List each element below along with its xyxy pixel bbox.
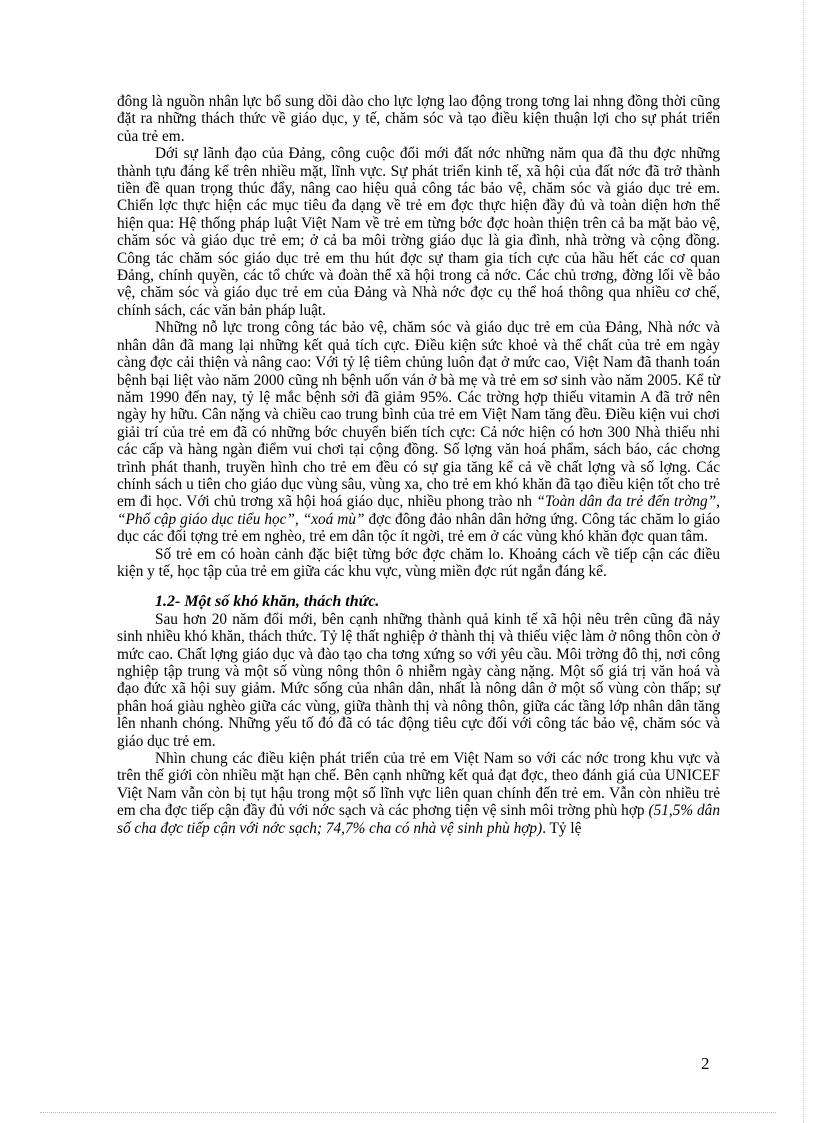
paragraph-text: đợc đông đảo nhân dân hởng ứng. Công tác chăm lo giáo dục các đối tợng trẻ em nghèo, trẻ em dân tộc ít ngời, trẻ em ở các vùng khó khăn đợc quan tâm. xyxy=(117,510,720,546)
paragraph-1 xyxy=(117,93,720,145)
paragraph-text: đông là nguồn nhân lực bổ sung dồi dào cho lực lợng lao động trong tơng lai nhng đồng thời cũng đặt ra những thách thức về giáo dục, y tế, chăm sóc và tạo điều kiện thuận lợi cho sự phát triển của trẻ em. xyxy=(117,93,720,145)
paragraph-text: . Tỷ lệ xyxy=(542,819,582,837)
paragraph-6 xyxy=(117,750,720,837)
paragraph-4 xyxy=(117,546,720,581)
paragraph-text: Nhìn chung các điều kiện phát triển của trẻ em Việt Nam so với các nớc trong khu vực và trên thế giới còn nhiều mặt hạn chế. Bên cạnh những kết quả đạt đợc, theo đánh giá của UNICEF Việt Nam vẫn còn bị tụt hậu trong một số lĩnh vực liên quan chính đến trẻ em. Vẫn còn nhiều trẻ em cha đợc tiếp cận đầy đủ với nớc sạch và các phơng tiện vệ sinh môi trờng phù hợp xyxy=(117,750,720,820)
slogan-quotes: “Toàn dân đa trẻ đến trờng”, “Phổ cập giáo dục tiểu học”, “xoá mù” xyxy=(117,493,720,528)
section-heading: 1.2- Một số khó khăn, thách thức. xyxy=(155,593,380,611)
paragraph-text: Những nỗ lực trong công tác bảo vệ, chăm sóc và giáo dục trẻ em của Đảng, Nhà nớc và nhân dân đã mang lại những kết quả tích cực. Điều kiện sức khoẻ và thể chất của trẻ em ngày càng đợc cải thiện và nâng cao: Với tỷ lệ tiêm chủng luôn đạt ở mức cao, Việt Nam đã thanh toán bệnh bại liệt vào năm 2000 cũng nh bệnh uốn ván ở bà mẹ và trẻ em sơ sinh vào năm 2005. Kể từ năm 1990 đến nay, tỷ lệ mắc bệnh sởi đã giảm 95%. Các trờng hợp thiếu vitamin A đã trở nên ngày hy hữu. Cân nặng và chiều cao trung bình của trẻ em Việt Nam tăng đều. Điều kiện vui chơi giải trí của trẻ em đã có những bớc chuyển biến tích cực: Cả nớc hiện có hơn 300 Nhà thiếu nhi các cấp và hàng ngàn điểm vui chơi tại cộng đồng. Số lợng văn hoá phẩm, sách báo, các chơng trình phát thanh, truyền hình cho trẻ em đều có sự gia tăng kể cả về chất lợng và số lợng. Các chính sách u tiên cho giáo dục vùng sâu, vùng xa, cho trẻ em khó khăn đã tạo điều kiện tốt cho trẻ em đi học. Với chủ trơng xã hội hoá giáo dục, nhiều phong trào nh xyxy=(117,319,720,511)
paragraph-text: Số trẻ em có hoàn cảnh đặc biệt từng bớc đợc chăm lo. Khoảng cách về tiếp cận các điều kiện y tế, học tập của trẻ em giữa các khu vực, vùng miền đợc rút ngắn đáng kể. xyxy=(117,545,720,580)
page-number: 2 xyxy=(701,1054,710,1073)
paragraph-text: Dới sự lãnh đạo của Đảng, công cuộc đổi mới đất nớc những năm qua đã thu đợc những thành tựu đáng kể trên nhiều mặt, lĩnh vực. Sự phát triển kinh tế, xã hội của đất nớc đã trở thành tiền đề quan trọng thúc đẩy, nâng cao hiệu quả công tác bảo vệ, chăm sóc và giáo dục trẻ em. Chiến lợc thực hiện các mục tiêu đa dạng về trẻ em đợc thực hiện đầy đủ và toàn diện hơn thể hiện qua: Hệ thống pháp luật Việt Nam về trẻ em từng bớc đợc hoàn thiện trên cả ba mặt bảo vệ, chăm sóc và giáo dục trẻ em; ở cả ba môi trờng giáo dục là gia đình, nhà trờng và cộng đồng. Công tác chăm sóc giáo dục trẻ em thu hút đợc sự tham gia tích cực của hầu hết các cơ quan Đảng, chính quyền, các tổ chức và đoàn thể xã hội trong cả nớc. Các chủ trơng, đờng lối về bảo vệ, chăm sóc và giáo dục trẻ em của Đảng và Nhà nớc đợc cụ thể hoá thông qua nhiều cơ chế, chính sách, các văn bản pháp luật. xyxy=(117,145,720,319)
paragraph-3 xyxy=(117,319,720,545)
right-margin-divider xyxy=(803,0,804,1123)
paragraph-2 xyxy=(117,145,720,319)
paragraph-text: Sau hơn 20 năm đổi mới, bên cạnh những thành quả kinh tế xã hội nêu trên cũng đã nảy sinh nhiều khó khăn, thách thức. Tỷ lệ thất nghiệp ở thành thị và thiếu việc làm ở nông thôn còn ở mức cao. Chất lợng giáo dục và đào tạo cha tơng xứng so với yêu cầu. Môi trờng đô thị, nơi công nghiệp tập trung và một số vùng nông thôn ô nhiễm ngày càng nặng. Một số giá trị văn hoá và đạo đức xã hội suy giảm. Mức sống của nhân dân, nhất là nông dân ở một số vùng còn thấp; sự phân hoá giàu nghèo giữa các vùng, giữa thành thị và nông thôn, giữa các tầng lớp nhân dân tăng lên nhanh chóng. Những yếu tố đó đã có tác động tiêu cực đối với công tác bảo vệ, chăm sóc và giáo dục trẻ em. xyxy=(117,610,720,750)
paragraph-5 xyxy=(117,611,720,750)
statistics-note: (51,5% dân số cha đợc tiếp cận với nớc sạch; 74,7% cha có nhà vệ sinh phù hợp) xyxy=(117,802,720,837)
bottom-divider xyxy=(40,1112,776,1113)
document-body xyxy=(117,93,720,837)
